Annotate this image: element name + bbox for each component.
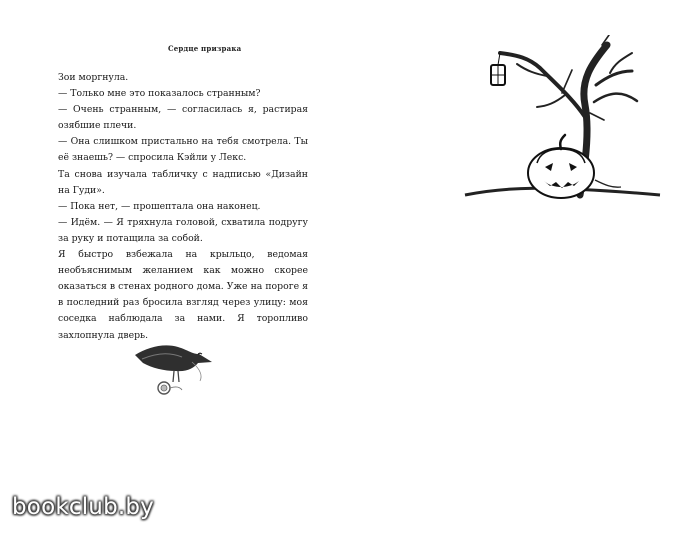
left-paragraph: — Она слишком пристально на тебя смотрела. Ты её знаешь? — спросила Кэйли у Лекс. [58, 136, 308, 164]
halloween-tree-illustration [445, 35, 670, 205]
left-paragraph: — Пока нет, — прошептала она наконец. [58, 200, 261, 212]
running-head: Сердце призрака [168, 44, 242, 53]
left-paragraph: — Идём. — Я тряхнула головой, схватила подругу за руку и потащила за собой. [58, 216, 308, 244]
left-paragraph: — Только мне это показалось странным? [58, 88, 261, 100]
left-paragraph: — Очень странным, — согласилась я, растирая озябшие плечи. [58, 104, 308, 132]
site-watermark: bookclub.by [12, 494, 154, 520]
left-paragraph: Зои моргнула. [58, 72, 129, 83]
left-page-text [58, 70, 308, 344]
raven-illustration [130, 333, 220, 403]
left-paragraph: Та снова изучала табличку с надписью «Дизайн на Гуди». [58, 168, 308, 196]
left-paragraph: Я быстро взбежала на крыльцо, ведомая необъяснимым желанием как можно скорее оказаться в стенах родного дома. Уже на пороге я в последний раз бросила взгляд через улицу: моя соседка наблюдала за нами. Я торопливо захлопнула дверь. [58, 249, 308, 341]
right-page [350, 0, 700, 536]
